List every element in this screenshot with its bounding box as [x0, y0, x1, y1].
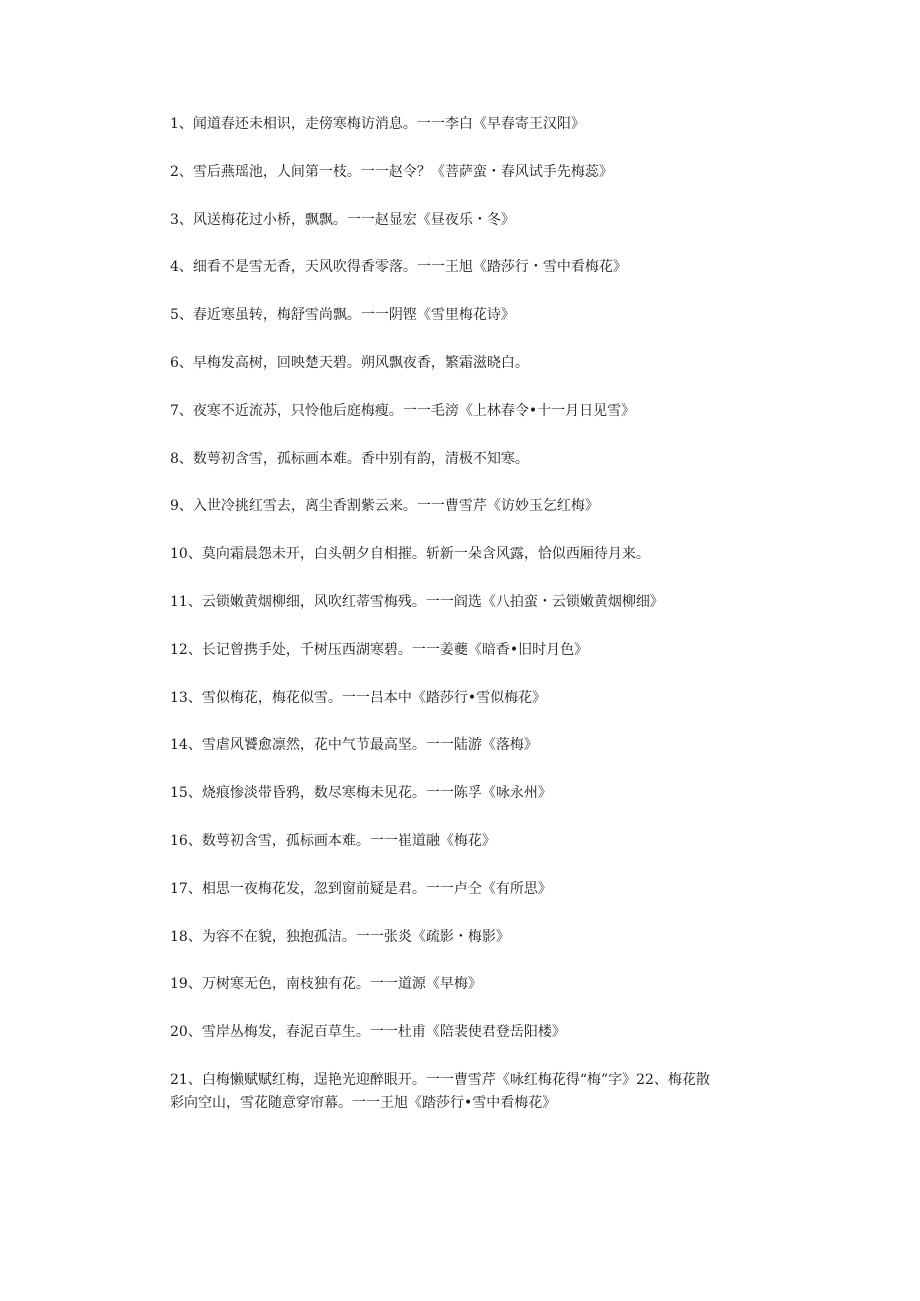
- poem-line-18: 18、为容不在貌，独抱孤洁。一一张炎《疏影・梅影》: [170, 928, 510, 945]
- poem-line-20: 20、雪岸丛梅发，春泥百草生。一一杜甫《陪裴使君登岳阳楼》: [170, 1024, 566, 1041]
- poem-line-8: 8、数萼初含雪，孤标画本难。香中别有韵，清极不知寒。: [170, 450, 529, 467]
- poem-line-15: 15、烧痕惨淡带昏鸦，数尽寒梅未见花。一一陈孚《咏永州》: [170, 785, 552, 802]
- poem-line-5: 5、春近寒虽转，梅舒雪尚飘。一一阴铿《雪里梅花诗》: [170, 307, 515, 324]
- poem-paragraph-21-22: 21、白梅懒赋赋红梅，逞艳光迎醉眼开。一一曹雪芹《咏红梅花得“梅”字》22、梅花散彩向空山，雪花随意穿帘幕。一一王旭《踏莎行•雪中看梅花》: [170, 1071, 710, 1111]
- poem-line-17: 17、相思一夜梅花发，忽到窗前疑是君。一一卢仝《有所思》: [170, 880, 552, 897]
- poem-line-13: 13、雪似梅花，梅花似雪。一一吕本中《踏莎行•雪似梅花》: [170, 689, 547, 706]
- poem-line-12: 12、长记曾携手处，千树压西湖寒碧。一一姜夔《暗香•旧时月色》: [170, 641, 589, 658]
- poem-line-1: 1、闻道春还未相识，走傍寒梅访消息。一一李白《早春寄王汉阳》: [170, 116, 585, 132]
- poem-line-3: 3、风送梅花过小桥，飘飘。一一赵显宏《昼夜乐・冬》: [170, 211, 515, 228]
- poem-line-9: 9、入世冷挑红雪去，离尘香割紫云来。一一曹雪芹《访妙玉乞红梅》: [170, 498, 599, 515]
- poem-line-4: 4、细看不是雪无香，天风吹得香零落。一一王旭《踏莎行・雪中看梅花》: [170, 259, 627, 276]
- poem-line-10: 10、莫向霜晨怨未开，白头朝夕自相摧。斩新一朵含风露，恰似西厢待月来。: [170, 546, 650, 563]
- document-body: [170, 113, 730, 1115]
- poem-line-16: 16、数萼初含雪，孤标画本难。一一崔道融《梅花》: [170, 832, 496, 849]
- poem-line-6: 6、早梅发高树，回映楚天碧。朔风飘夜香，繁霜滋晓白。: [170, 354, 529, 371]
- poem-line-7: 7、夜寒不近流苏，只怜他后庭梅瘦。一一毛滂《上林春令•十一月日见雪》: [170, 402, 636, 419]
- poem-line-11: 11、云锁嫩黄烟柳细，风吹红蒂雪梅残。一一阎选《八拍蛮・云锁嫩黄烟柳细》: [170, 593, 664, 610]
- poem-line-2: 2、雪后燕瑶池，人间第一枝。一一赵令？《菩萨蛮・春风试手先梅蕊》: [170, 163, 613, 180]
- poem-line-14: 14、雪虐风饕愈凛然，花中气节最高坚。一一陆游《落梅》: [170, 737, 538, 754]
- poem-line-19: 19、万树寒无色，南枝独有花。一一道源《早梅》: [170, 976, 482, 993]
